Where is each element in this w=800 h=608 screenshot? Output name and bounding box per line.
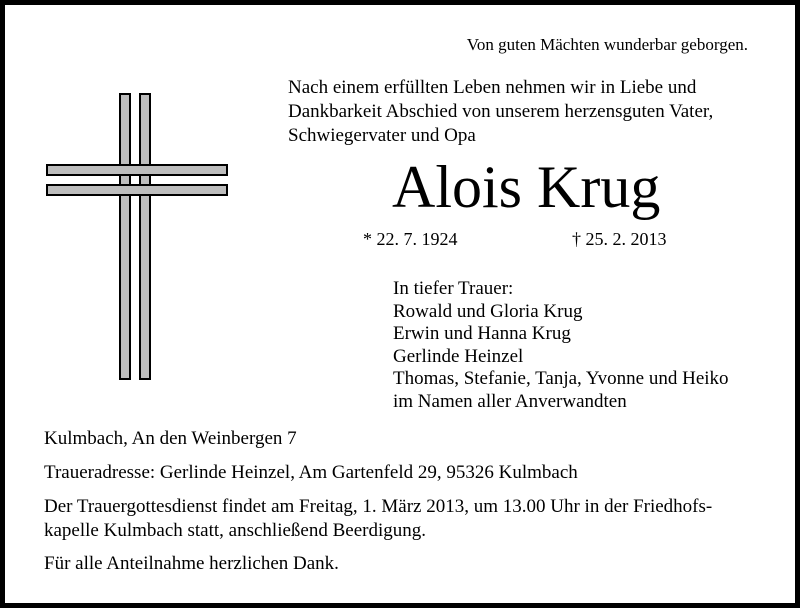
motto: Von guten Mächten wunderbar geborgen.	[466, 35, 748, 54]
service-notice	[44, 495, 712, 543]
service-line: Der Trauergottesdienst findet am Freitag, 1. März 2013, um 13.00 Uhr in der Friedhofs-	[44, 496, 713, 517]
mourners-list	[393, 278, 729, 413]
mourner-name: im Namen aller Anverwandten	[393, 390, 627, 412]
cross-bar	[47, 185, 227, 195]
cross-bar	[140, 94, 150, 379]
service-line: kapelle Kulmbach statt, anschließend Beerdigung.	[44, 520, 426, 541]
cross-icon	[44, 92, 230, 382]
cross-bar	[120, 94, 130, 379]
thanks-note: Für alle Anteilnahme herzlichen Dank.	[44, 553, 339, 574]
mourner-name: Erwin und Hanna Krug	[393, 323, 571, 344]
home-address: Kulmbach, An den Weinbergen 7	[44, 428, 297, 449]
mourning-address: Traueradresse: Gerlinde Heinzel, Am Gartenfeld 29, 95326 Kulmbach	[44, 462, 578, 483]
intro-line: Nach einem erfüllten Leben nehmen wir in Liebe und	[288, 77, 697, 98]
birth-date: * 22. 7. 1924	[363, 229, 458, 249]
cross-bar	[47, 165, 227, 175]
mourner-name: Thomas, Stefanie, Tanja, Yvonne und Heiko	[393, 368, 729, 389]
intro-line: Schwiegervater und Opa	[288, 125, 476, 146]
mourners-heading: In tiefer Trauer:	[393, 278, 514, 299]
deceased-name: Alois Krug	[392, 154, 661, 220]
intro-line: Dankbarkeit Abschied von unserem herzensguten Vater,	[288, 101, 714, 122]
death-date: † 25. 2. 2013	[572, 229, 667, 249]
mourner-name: Rowald und Gloria Krug	[393, 300, 583, 322]
intro-text	[288, 76, 713, 148]
mourner-name: Gerlinde Heinzel	[393, 345, 524, 367]
